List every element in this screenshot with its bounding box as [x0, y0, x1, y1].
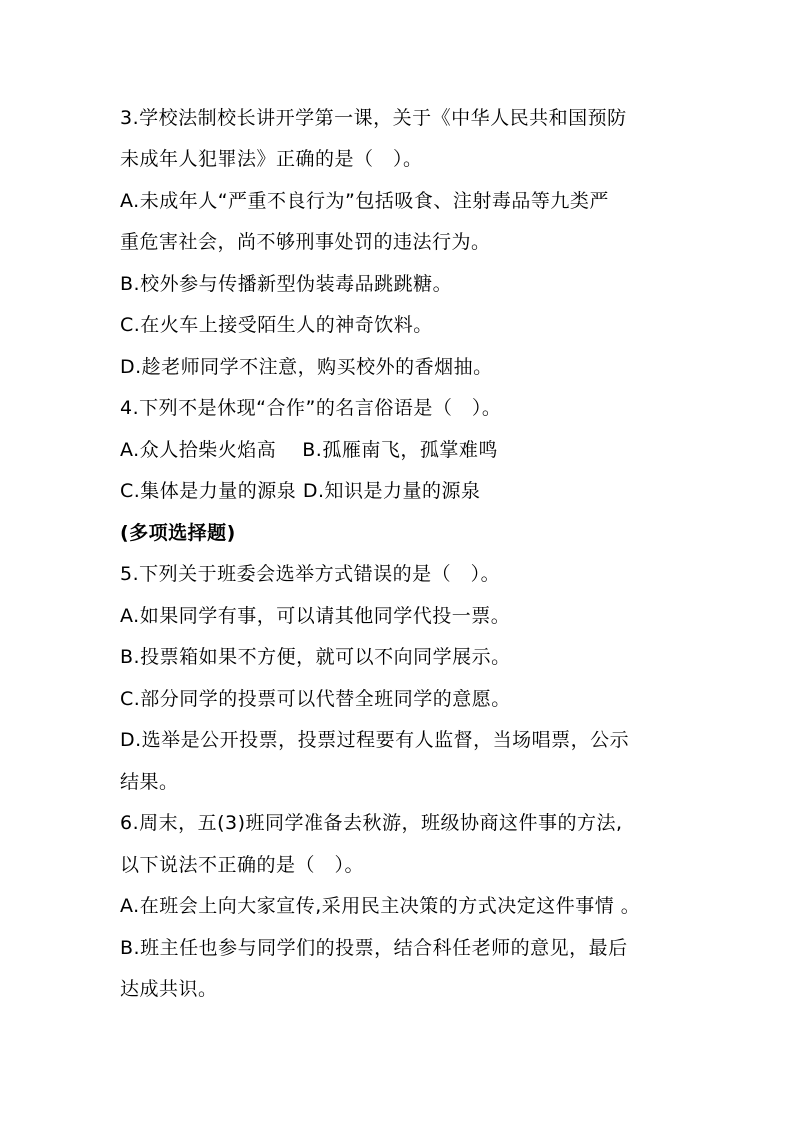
question-6-stem-line-1: 6.周末，五(3)班同学准备去秋游，班级协商这件事的方法, [120, 812, 623, 834]
question-6-stem-line-2: 以下说法不正确的是（ ）。 [120, 854, 365, 876]
question-5-option-d-line-2: 结果。 [120, 771, 179, 793]
question-3-option-c: C.在火车上接受陌生人的神奇饮料。 [120, 314, 433, 336]
question-4-options-ab: A.众人拾柴火焰高 B.孤雁南飞，孤掌难鸣 [120, 439, 498, 461]
question-6-option-b-line-1: B.班主任也参与同学们的投票，结合科任老师的意见，最后 [120, 937, 628, 959]
question-5-option-a: A.如果同学有事，可以请其他同学代投一票。 [120, 605, 511, 627]
question-3-option-a-line-1: A.未成年人“严重不良行为”包括吸食、注射毒品等九类严 [120, 190, 609, 212]
question-4-stem: 4.下列不是休现“合作”的名言俗语是（ ）。 [120, 397, 502, 419]
question-3-option-b: B.校外参与传播新型伪装毒品跳跳糖。 [120, 273, 453, 295]
question-5-option-c: C.部分同学的投票可以代替全班同学的意愿。 [120, 688, 511, 710]
question-3-option-d: D.趁老师同学不注意，购买校外的香烟抽。 [120, 356, 493, 378]
question-6-option-a: A.在班会上向大家宣传,采用民主决策的方式决定这件事情 。 [120, 895, 641, 917]
question-3-stem-line-1: 3.学校法制校长讲开学第一课，关于《中华人民共和国预防 [120, 107, 627, 129]
question-5-option-d-line-1: D.选举是公开投票，投票过程要有人监督，当场唱票，公示 [120, 729, 630, 751]
question-5-stem: 5.下列关于班委会选举方式错误的是（ ）。 [120, 563, 501, 585]
section-heading-multiple-choice: (多项选择题) [120, 522, 236, 544]
question-3-option-a-line-2: 重危害社会，尚不够刑事处罚的违法行为。 [120, 231, 491, 253]
question-6-option-b-line-2: 达成共识。 [120, 978, 218, 1000]
question-4-options-cd: C.集体是力量的源泉 D.知识是力量的源泉 [120, 480, 481, 502]
question-3-stem-line-2: 未成年人犯罪法》正确的是（ ）。 [120, 148, 423, 170]
question-5-option-b: B.投票箱如果不方便，就可以不向同学展示。 [120, 646, 511, 668]
